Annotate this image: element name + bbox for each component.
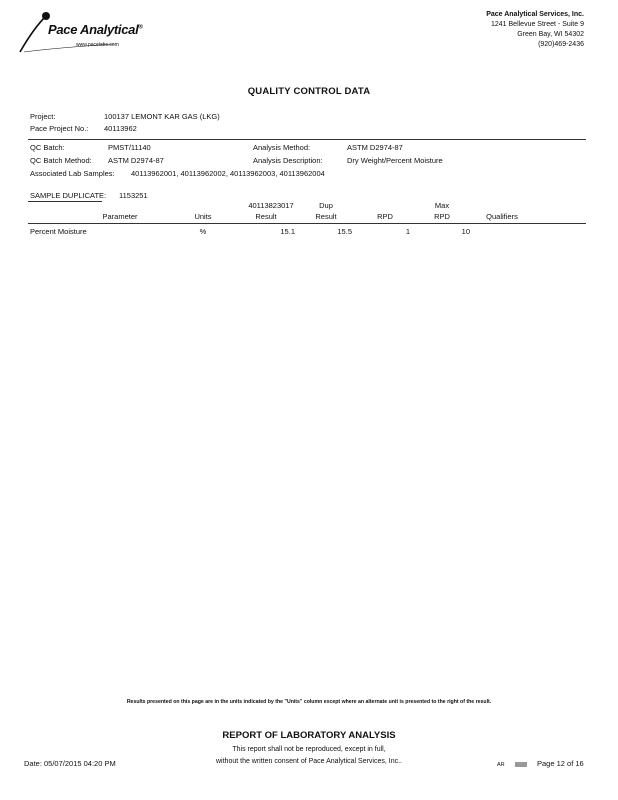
project-value: 100137 LEMONT KAR GAS (LKG) <box>104 112 220 121</box>
sample-id-header: 40113823017 <box>248 201 294 210</box>
table-header-divider <box>28 223 586 224</box>
pace-project-label: Pace Project No.: <box>30 124 89 133</box>
report-date: Date: 05/07/2015 04:20 PM <box>24 759 116 768</box>
associated-samples-label: Associated Lab Samples: <box>30 169 115 178</box>
company-phone: (920)469-2436 <box>538 41 584 48</box>
units-header: Units <box>194 212 212 221</box>
page-title: QUALITY CONTROL DATA <box>247 86 371 97</box>
sample-underline <box>28 201 102 202</box>
company-address <box>486 10 584 50</box>
project-label: Project: <box>30 112 56 121</box>
qualifiers-header: Qualifiers <box>486 212 518 221</box>
report-title: REPORT OF LABORATORY ANALYSIS <box>222 730 396 741</box>
company-city: Green Bay, WI 54302 <box>517 31 584 38</box>
analysis-method-value: ASTM D2974-87 <box>347 143 403 152</box>
sample-duplicate-id: 1153251 <box>119 191 148 200</box>
row-units: % <box>199 227 207 236</box>
page-number: Page 12 of 16 <box>537 759 584 768</box>
result-header: Result <box>255 212 277 221</box>
company-name: Pace Analytical Services, Inc. <box>486 11 584 18</box>
parameter-header: Parameter <box>102 212 138 221</box>
reproduction-notice-2: without the written consent of Pace Analytical Services, Inc.. <box>216 758 402 765</box>
logo-wordmark: Pace Analytical® <box>48 22 143 37</box>
row-dup-result: 15.5 <box>337 227 352 236</box>
associated-samples-value: 40113962001, 40113962002, 40113962003, 40113962004 <box>131 169 325 178</box>
ar-mark <box>515 762 527 767</box>
qc-batch-method-label: QC Batch Method: <box>30 156 92 165</box>
row-parameter: Percent Moisture <box>30 227 87 236</box>
rpd-header: RPD <box>377 212 393 221</box>
company-street: 1241 Bellevue Street - Suite 9 <box>490 21 584 28</box>
analysis-method-label: Analysis Method: <box>253 143 311 152</box>
dup-header-top: Dup <box>319 201 333 210</box>
max-header-top: Max <box>434 201 450 210</box>
logo-url: www.pacelabs.com <box>76 42 119 48</box>
analysis-description-value: Dry Weight/Percent Moisture <box>347 156 443 165</box>
table-row <box>0 227 618 237</box>
max-header-bottom: RPD <box>434 212 450 221</box>
qc-batch-method-value: ASTM D2974-87 <box>108 156 164 165</box>
row-rpd: 1 <box>405 227 410 236</box>
row-result: 15.1 <box>280 227 295 236</box>
row-max-rpd: 10 <box>461 227 470 236</box>
divider <box>28 139 586 140</box>
qc-batch-label: QC Batch: <box>30 143 65 152</box>
ar-label: AR <box>497 762 505 768</box>
reproduction-notice-1: This report shall not be reproduced, except in full, <box>232 746 386 753</box>
dup-header-bottom: Result <box>315 212 337 221</box>
qc-batch-value: PMST/11140 <box>108 143 151 152</box>
analysis-description-label: Analysis Description: <box>253 156 323 165</box>
pace-project-value: 40113962 <box>104 124 137 133</box>
sample-duplicate-label: SAMPLE DUPLICATE: <box>30 191 107 200</box>
units-footnote: Results presented on this page are in the units indicated by the "Units" column except where an alternate unit is presented to the right of the result. <box>126 699 492 705</box>
